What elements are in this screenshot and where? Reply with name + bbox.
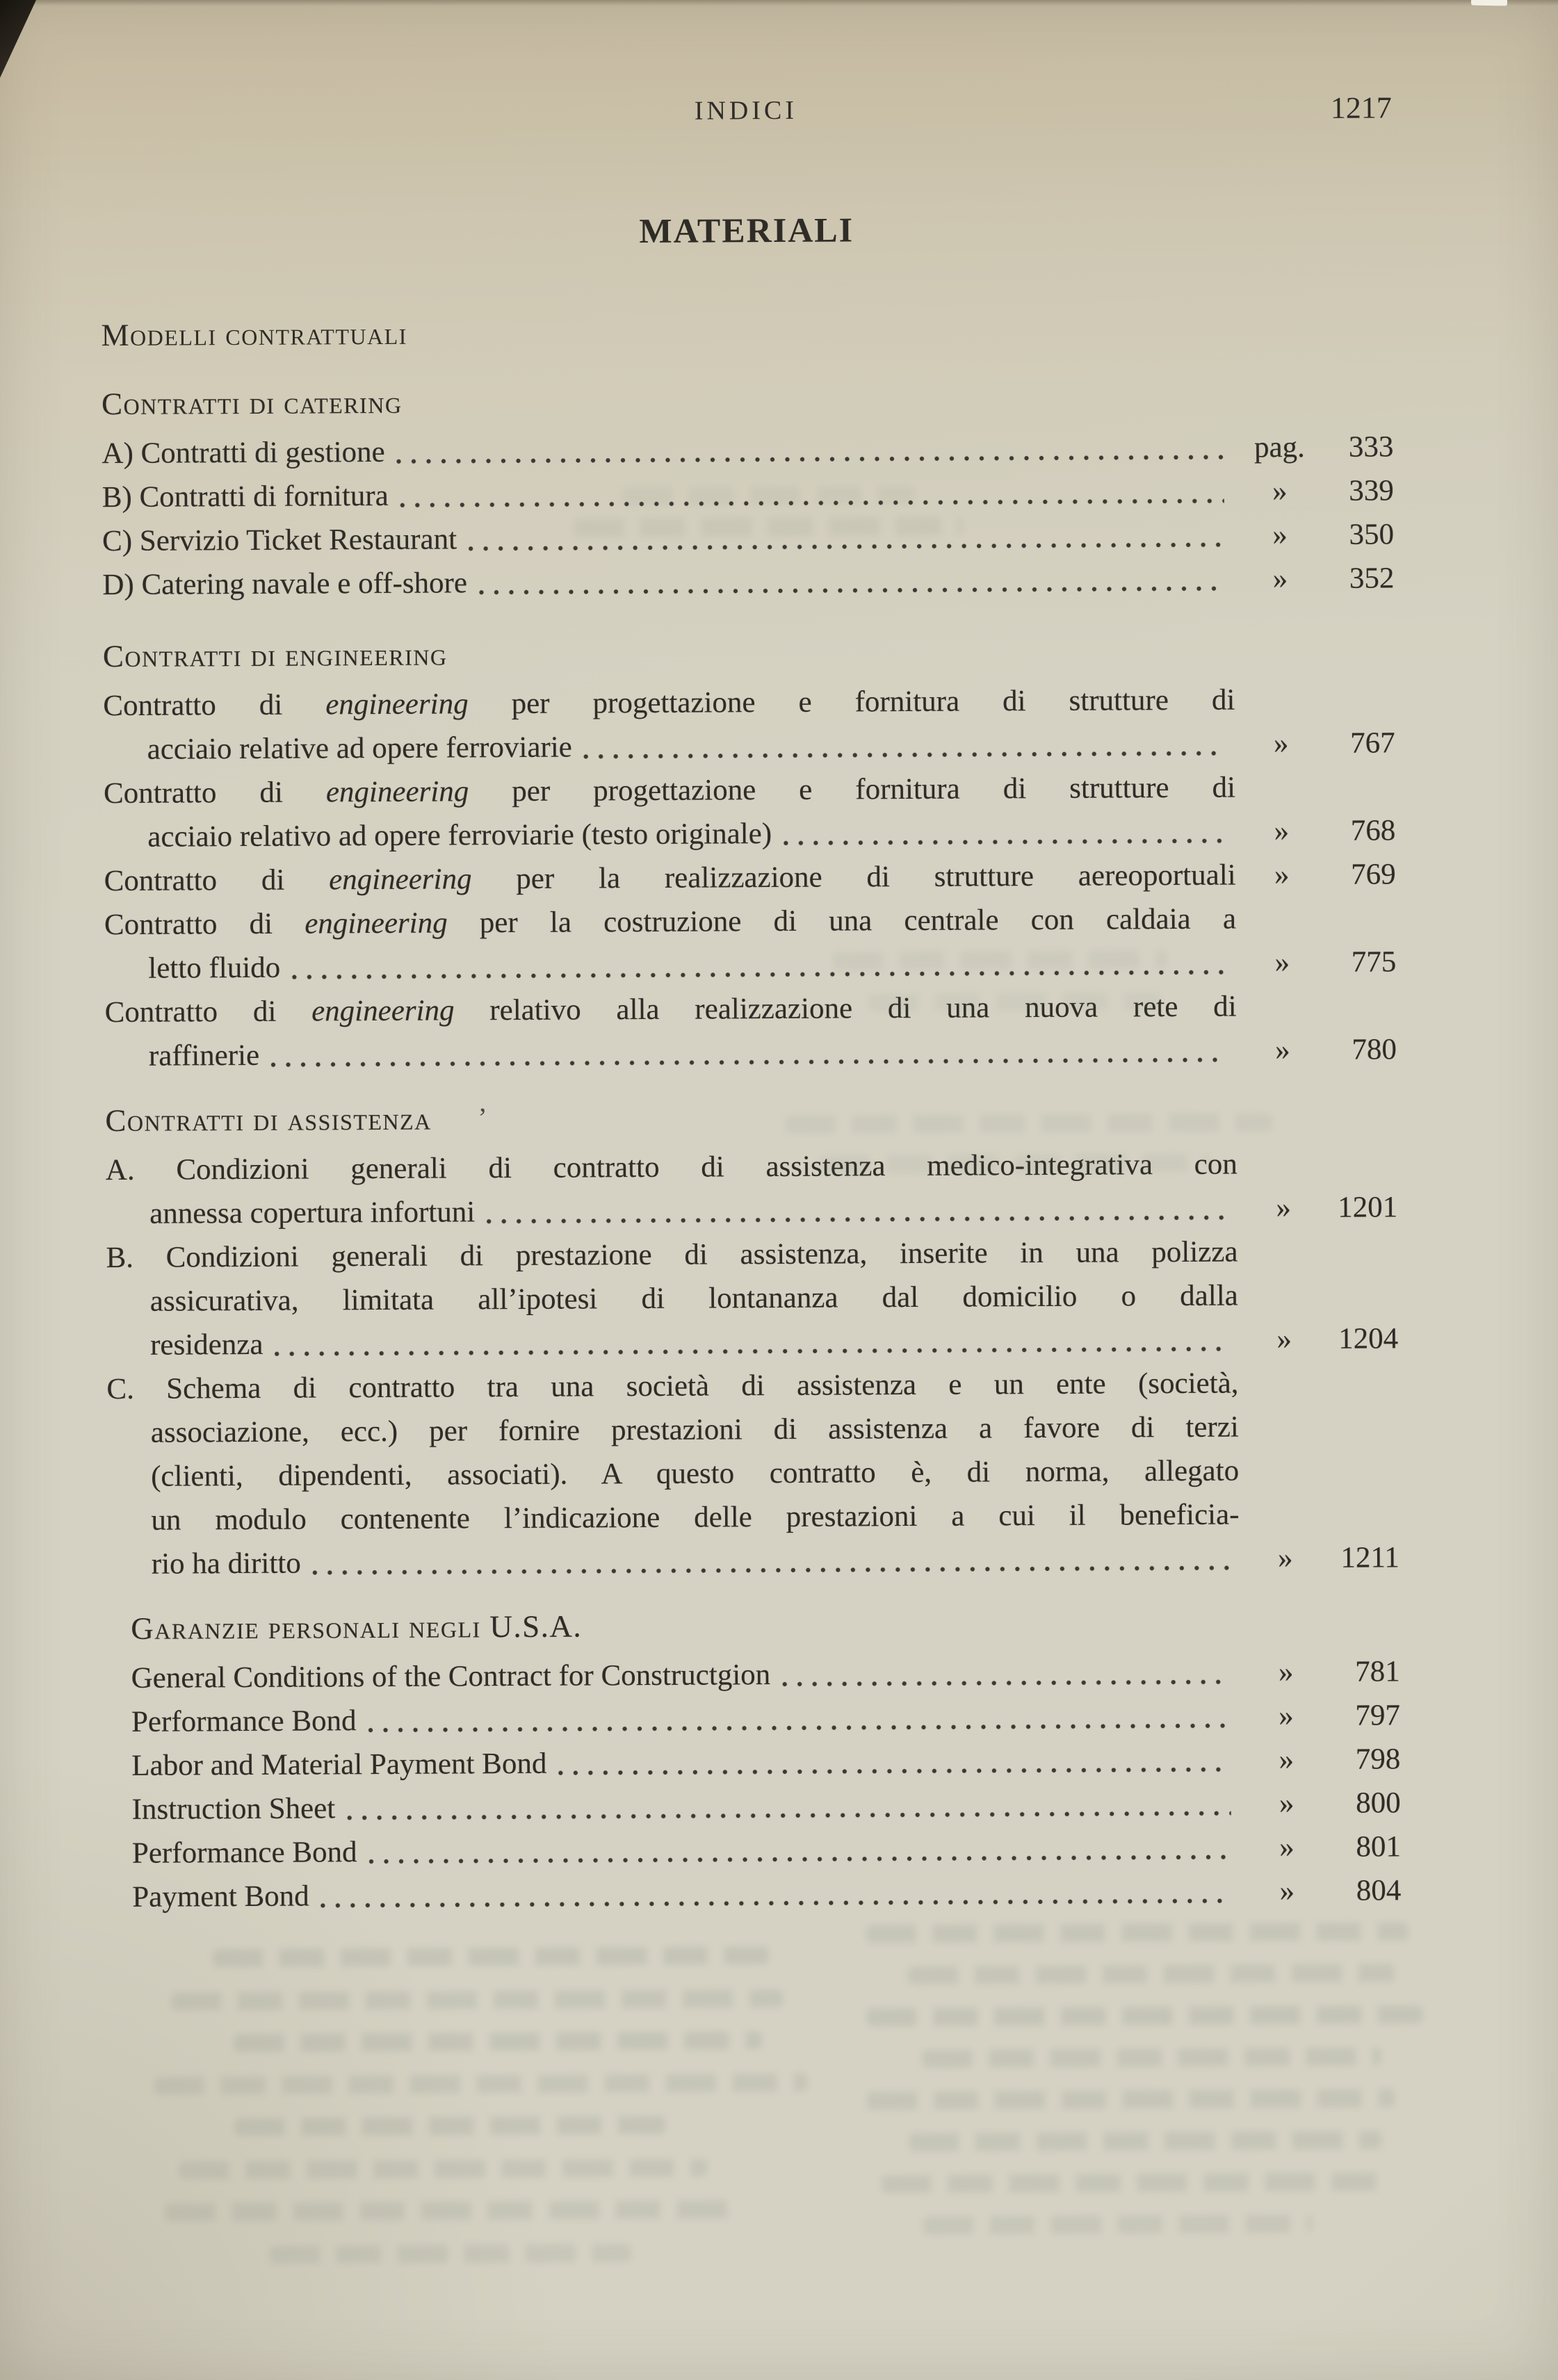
toc-entry-line	[104, 852, 1395, 903]
entry-text	[107, 1405, 1239, 1456]
page-ref-number	[1330, 1304, 1398, 1305]
bleedthrough-text	[234, 2116, 665, 2136]
page-ref-marker: »	[1276, 1191, 1292, 1225]
section-heading: Contratti di engineering	[102, 637, 448, 674]
page-ref-number	[1329, 1015, 1397, 1016]
page-ref-marker: »	[1279, 1743, 1295, 1777]
page-ref-marker	[1239, 1480, 1331, 1481]
dot-leader	[396, 454, 1224, 465]
entry-text	[104, 810, 1235, 860]
bleedthrough-text	[866, 1922, 1409, 1943]
entry-text	[108, 1782, 1240, 1832]
group-heading: Modelli contrattuali	[101, 316, 407, 353]
page-ref-marker: »	[1272, 519, 1288, 552]
dot-leader	[368, 1722, 1231, 1734]
page-ref-number: 775	[1351, 945, 1397, 979]
dot-leader	[558, 1766, 1231, 1777]
entry-text	[107, 1493, 1239, 1543]
underlying-page-edge	[1471, 0, 1507, 6]
entry-text-segment: D) Catering navale e off-shore	[102, 567, 468, 602]
page-ref-marker: »	[1279, 1831, 1295, 1864]
entry-text-segment: Contratto di	[104, 995, 312, 1029]
toc-entry-line	[104, 765, 1395, 815]
entry-text-segment: C) Servizio Ticket Restaurant	[102, 523, 457, 558]
entry-label	[132, 1875, 309, 1919]
entry-text	[106, 1318, 1238, 1368]
page-ref-number: 333	[1348, 430, 1394, 464]
section-heading: Garanzie personali negli U.S.A.	[131, 1608, 583, 1646]
entry-text-segment: acciaio relativo ad opere ferroviarie (testo originale)	[147, 817, 772, 854]
entry-text-segment: per la costruzione di una centrale con caldaia a	[447, 902, 1237, 940]
page-ref-number	[1328, 927, 1396, 928]
dot-leader	[320, 1898, 1232, 1909]
bleedthrough-text	[213, 1946, 769, 1967]
entry-text-segment: un modulo contenente l’indicazione delle prestazioni a cui il beneficia-	[151, 1498, 1240, 1537]
bleedthrough-text	[908, 1964, 1395, 1984]
page-title: MATERIALI	[639, 210, 854, 251]
entry-text-segment: Contratto di	[104, 907, 305, 942]
page-ref-marker	[1239, 1436, 1331, 1437]
entry-text-segment: General Conditions of the Contract for Constructgion	[131, 1658, 771, 1695]
bleedthrough-text	[171, 1989, 783, 2011]
entry-text-segment: annessa copertura infortuni	[149, 1196, 476, 1230]
entry-text	[106, 1230, 1238, 1280]
bleedthrough-text	[923, 2215, 1313, 2235]
page-number: 1217	[1330, 90, 1392, 125]
dot-leader	[781, 1679, 1230, 1688]
entry-label	[131, 1653, 770, 1700]
dot-leader	[270, 1057, 1227, 1068]
page-ref-marker: »	[1275, 1034, 1290, 1067]
entry-text	[107, 1449, 1239, 1499]
entry-text-segment: Contratto di	[104, 863, 330, 898]
toc-entry-line	[108, 1649, 1400, 1700]
toc-entry-line	[105, 1027, 1397, 1078]
entry-text	[102, 426, 1233, 476]
entry-text-segment: A. Condizioni generali di contratto di assistenza medico-integrativa con	[105, 1148, 1238, 1187]
entry-text-segment: A) Contratti di gestione	[102, 435, 385, 471]
page-ref-marker: »	[1279, 1700, 1294, 1733]
toc-entry-line	[104, 984, 1396, 1034]
entry-text-italic: engineering	[325, 687, 469, 722]
bleedthrough-text	[922, 2047, 1381, 2067]
bleedthrough-text	[154, 2073, 808, 2095]
page-ref-number: 350	[1349, 518, 1395, 551]
page-ref-marker	[1238, 1173, 1329, 1174]
bleedthrough-text	[866, 2005, 1422, 2026]
page-ref-number	[1327, 796, 1395, 797]
entry-text	[106, 1187, 1238, 1237]
bleedthrough-text	[820, 1154, 1210, 1174]
dot-leader	[312, 1565, 1230, 1576]
toc-entry-line	[108, 1693, 1400, 1744]
entry-text-segment: residenza	[150, 1328, 263, 1362]
page-ref-marker: »	[1274, 815, 1290, 848]
entry-label	[102, 474, 389, 519]
entry-text-segment: per progettazione e fornitura di strutture di	[469, 771, 1236, 808]
entry-text-segment: rio ha diritto	[151, 1547, 301, 1581]
entry-text-italic: engineering	[325, 775, 469, 809]
entry-text	[108, 1738, 1240, 1788]
section-heading: Contratti di catering	[101, 384, 403, 422]
toc-entry-line	[106, 1317, 1398, 1367]
entry-label	[148, 946, 280, 991]
page-ref-number	[1330, 1260, 1398, 1261]
toc-entry-line	[107, 1404, 1399, 1455]
toc-entry-line	[108, 1737, 1400, 1788]
page-ref-number	[1331, 1523, 1399, 1524]
toc-entry-line	[109, 1868, 1401, 1919]
entry-label	[131, 1786, 335, 1832]
entry-label	[147, 726, 572, 772]
dot-leader	[468, 541, 1224, 553]
bleedthrough-text	[785, 1113, 1272, 1134]
running-head: INDICI	[694, 95, 798, 126]
entry-text-segment: Contratto di	[103, 688, 326, 723]
entry-text-segment: B) Contratti di fornitura	[102, 479, 389, 514]
section-heading: Contratti di assistenza	[105, 1101, 432, 1139]
entry-text	[108, 1695, 1240, 1745]
toc-entry-line	[109, 1825, 1401, 1875]
entry-text-segment: Payment Bond	[132, 1880, 309, 1914]
toc-entry-line	[104, 896, 1396, 947]
dot-leader	[486, 1214, 1228, 1225]
page-ref-number: 769	[1351, 858, 1396, 891]
entry-text-segment: Performance Bond	[131, 1836, 357, 1870]
dot-leader	[291, 969, 1226, 981]
entry-text-segment: C. Schema di contratto tra una società di assistenza e un ente (società,	[106, 1367, 1239, 1406]
entry-text-segment: Instruction Sheet	[131, 1792, 336, 1826]
toc-entry-line	[104, 808, 1395, 859]
toc-entry-line	[102, 425, 1393, 475]
page-ref-marker	[1236, 928, 1328, 929]
bleedthrough-text	[179, 2159, 707, 2180]
bleedthrough-text	[574, 517, 963, 537]
toc-section	[108, 1600, 1401, 1919]
entry-text-italic: engineering	[305, 906, 448, 940]
page-ref-marker	[1239, 1392, 1331, 1393]
page-ref-number: 801	[1356, 1830, 1402, 1864]
bleedthrough-text	[881, 2172, 1381, 2193]
entry-label	[147, 812, 772, 859]
entry-label	[131, 1742, 546, 1788]
page-ref-number: 339	[1349, 474, 1394, 507]
page-header	[100, 85, 1392, 136]
toc-entry-line	[104, 721, 1395, 772]
page-ref-number: 768	[1350, 814, 1396, 847]
entry-label	[102, 430, 385, 475]
entry-label	[152, 1542, 301, 1586]
entry-text	[105, 1029, 1237, 1079]
page-ref-marker: »	[1274, 946, 1290, 979]
toc-entry-line	[106, 1229, 1397, 1280]
entry-text-segment: per la realizzazione di strutture aereoportuali	[471, 858, 1236, 896]
bleedthrough-text	[868, 992, 1160, 1011]
entry-label	[132, 1830, 357, 1875]
entry-text-segment: letto fluido	[148, 951, 281, 985]
entry-text-segment: per progettazione e fornitura di strutture di	[468, 683, 1235, 721]
bleedthrough-text	[234, 2031, 762, 2052]
entry-label	[150, 1323, 263, 1367]
entry-text-segment: Contratto di	[103, 776, 327, 810]
toc-entry-line	[106, 1185, 1397, 1236]
page-ref-number: 798	[1355, 1743, 1401, 1776]
page-ref-marker: »	[1272, 562, 1288, 596]
dot-leader	[583, 750, 1226, 760]
page-ref-number: 797	[1355, 1699, 1401, 1732]
dot-leader	[275, 1346, 1229, 1358]
entry-text-italic: engineering	[329, 863, 472, 897]
entry-label	[131, 1699, 357, 1744]
toc-entry-line	[102, 556, 1394, 607]
entry-text-segment: (clienti, dipendenti, associati). A questo contratto è, di norma, allegato	[151, 1454, 1240, 1493]
page-ref-number: 804	[1356, 1874, 1402, 1907]
toc-entry-line	[107, 1492, 1399, 1542]
dot-leader	[346, 1810, 1231, 1822]
toc-section	[103, 628, 1397, 1078]
table-of-contents	[102, 375, 1402, 1919]
entry-text-segment: associazione, ecc.) per fornire prestazioni di assistenza a favore di terzi	[150, 1410, 1239, 1449]
bleedthrough-text	[622, 486, 914, 505]
entry-text-segment: Labor and Material Payment Bond	[131, 1747, 547, 1782]
page-ref-marker: »	[1276, 1323, 1292, 1356]
page-ref-marker	[1238, 1261, 1330, 1262]
entry-text	[104, 854, 1235, 904]
dot-leader	[478, 585, 1224, 596]
entry-text-segment: relativo alla realizzazione di una nuova rete di	[454, 990, 1237, 1027]
toc-entry-line	[107, 1448, 1399, 1499]
page-ref-marker: pag.	[1253, 431, 1305, 464]
entry-text	[109, 1870, 1241, 1920]
page-ref-number	[1331, 1435, 1399, 1436]
entry-text	[106, 1362, 1238, 1412]
page-ref-marker	[1235, 709, 1326, 710]
toc-entry-line	[106, 1360, 1398, 1411]
entry-text-italic: engineering	[311, 994, 455, 1028]
entry-text	[104, 722, 1235, 772]
entry-label	[102, 561, 467, 607]
entry-text-segment: acciaio relative ad opere ferroviarie	[147, 731, 572, 766]
toc-entry-line	[108, 1535, 1399, 1586]
page-ref-marker: »	[1279, 1875, 1295, 1908]
entry-text-segment: Performance Bond	[131, 1704, 357, 1738]
bleedthrough-text	[909, 2130, 1381, 2151]
entry-text-segment: assicurativa, limitata all’ipotesi di lontananza dal domicilio o dalla	[149, 1279, 1238, 1318]
entry-text	[104, 897, 1236, 947]
page-ref-marker: »	[1273, 727, 1289, 760]
page-ref-marker: »	[1279, 1787, 1295, 1820]
toc-entry-line	[103, 677, 1395, 728]
page-ref-number: 1211	[1340, 1541, 1399, 1574]
entry-text-segment: B. Condizioni generali di prestazione di assistenza, inserite in una polizza	[106, 1235, 1238, 1275]
page-ref-number	[1326, 708, 1395, 709]
bleedthrough-text	[867, 2089, 1395, 2110]
bleedthrough-text	[270, 2244, 631, 2264]
dot-leader	[783, 838, 1226, 847]
page-ref-number: 352	[1349, 562, 1395, 595]
page-ref-number: 780	[1352, 1033, 1397, 1066]
bleedthrough-text	[165, 2200, 736, 2221]
bleedthrough-text	[833, 950, 1167, 970]
toc-entry-line	[108, 1781, 1400, 1832]
page-ref-number: 781	[1355, 1655, 1400, 1688]
dot-leader	[368, 1854, 1231, 1866]
page-ref-marker: »	[1272, 475, 1288, 508]
page-ref-number: 767	[1350, 726, 1395, 760]
page-ref-number: 1201	[1338, 1191, 1398, 1224]
page-ref-marker: »	[1274, 858, 1290, 892]
entry-label	[102, 517, 457, 563]
page-ref-number: 800	[1356, 1786, 1401, 1820]
page-ref-marker: »	[1278, 1656, 1294, 1689]
page-ref-marker: »	[1277, 1542, 1293, 1575]
entry-text	[109, 1826, 1241, 1876]
entry-text	[104, 766, 1235, 816]
entry-label	[149, 1034, 259, 1078]
entry-text	[106, 1274, 1238, 1324]
toc-entry-line	[104, 940, 1396, 991]
page-ref-number	[1331, 1479, 1399, 1480]
entry-label	[149, 1190, 475, 1235]
entry-text	[108, 1537, 1240, 1587]
toc-entry-line	[106, 1273, 1398, 1323]
page-ref-number: 1204	[1338, 1322, 1399, 1355]
entry-text	[103, 678, 1235, 728]
entry-text	[102, 557, 1234, 608]
entry-text	[108, 1651, 1240, 1701]
entry-text-segment: raffinerie	[148, 1038, 260, 1073]
stray-ink-mark: ’	[478, 1102, 487, 1134]
